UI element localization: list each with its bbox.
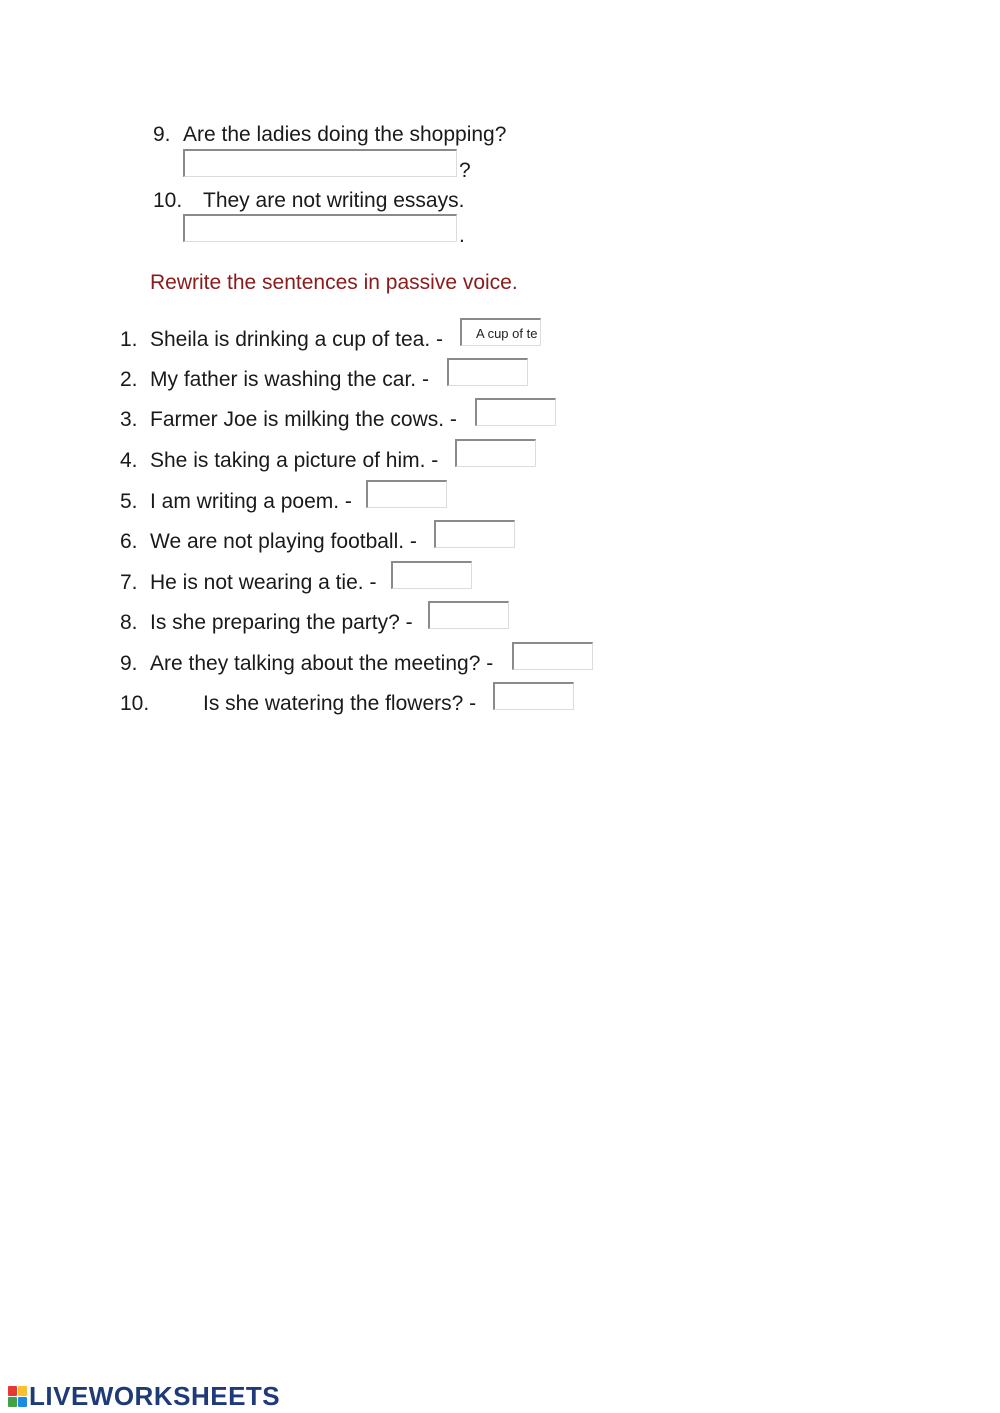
answer-input[interactable] [455, 439, 536, 467]
question-sentence: Is she watering the flowers? - [203, 692, 477, 715]
question-number: 1. [120, 328, 138, 351]
question-number: 3. [120, 408, 138, 431]
liveworksheets-logo-icon [8, 1386, 27, 1407]
question-sentence: Is she preparing the party? - [150, 611, 413, 634]
answer-input[interactable] [460, 318, 541, 346]
question-sentence: He is not wearing a tie. - [150, 571, 377, 594]
question-number: 10. [120, 692, 150, 715]
question-sentence: They are not writing essays. [203, 189, 465, 212]
brand-name: LIVEWORKSHEETS [29, 1380, 281, 1411]
end-punctuation: ? [459, 159, 471, 182]
question-number: 9. [153, 123, 171, 146]
answer-input[interactable] [512, 642, 593, 670]
answer-input[interactable] [183, 149, 457, 177]
answer-input[interactable] [447, 358, 528, 386]
question-sentence: Farmer Joe is milking the cows. - [150, 408, 457, 431]
question-number: 6. [120, 530, 138, 553]
question-sentence: Are the ladies doing the shopping? [183, 123, 507, 146]
answer-input[interactable] [391, 561, 472, 589]
question-number: 4. [120, 449, 138, 472]
exercise-instruction: Rewrite the sentences in passive voice. [150, 271, 518, 294]
question-number: 5. [120, 490, 138, 513]
question-sentence: Are they talking about the meeting? - [150, 652, 494, 675]
answer-input[interactable] [366, 480, 447, 508]
question-sentence: She is taking a picture of him. - [150, 449, 439, 472]
question-sentence: I am writing a poem. - [150, 490, 352, 513]
answer-input[interactable] [475, 398, 556, 426]
question-sentence: We are not playing football. - [150, 530, 417, 553]
question-number: 9. [120, 652, 138, 675]
question-number: 2. [120, 368, 138, 391]
liveworksheets-logo[interactable] [8, 1381, 280, 1411]
answer-input[interactable] [434, 520, 515, 548]
question-number: 7. [120, 571, 138, 594]
answer-input[interactable] [183, 214, 457, 242]
question-sentence: Sheila is drinking a cup of tea. - [150, 328, 443, 351]
end-punctuation: . [459, 224, 465, 247]
question-sentence: My father is washing the car. - [150, 368, 429, 391]
answer-input[interactable] [493, 682, 574, 710]
question-number: 10. [153, 189, 183, 212]
question-number: 8. [120, 611, 138, 634]
answer-input[interactable] [428, 601, 509, 629]
